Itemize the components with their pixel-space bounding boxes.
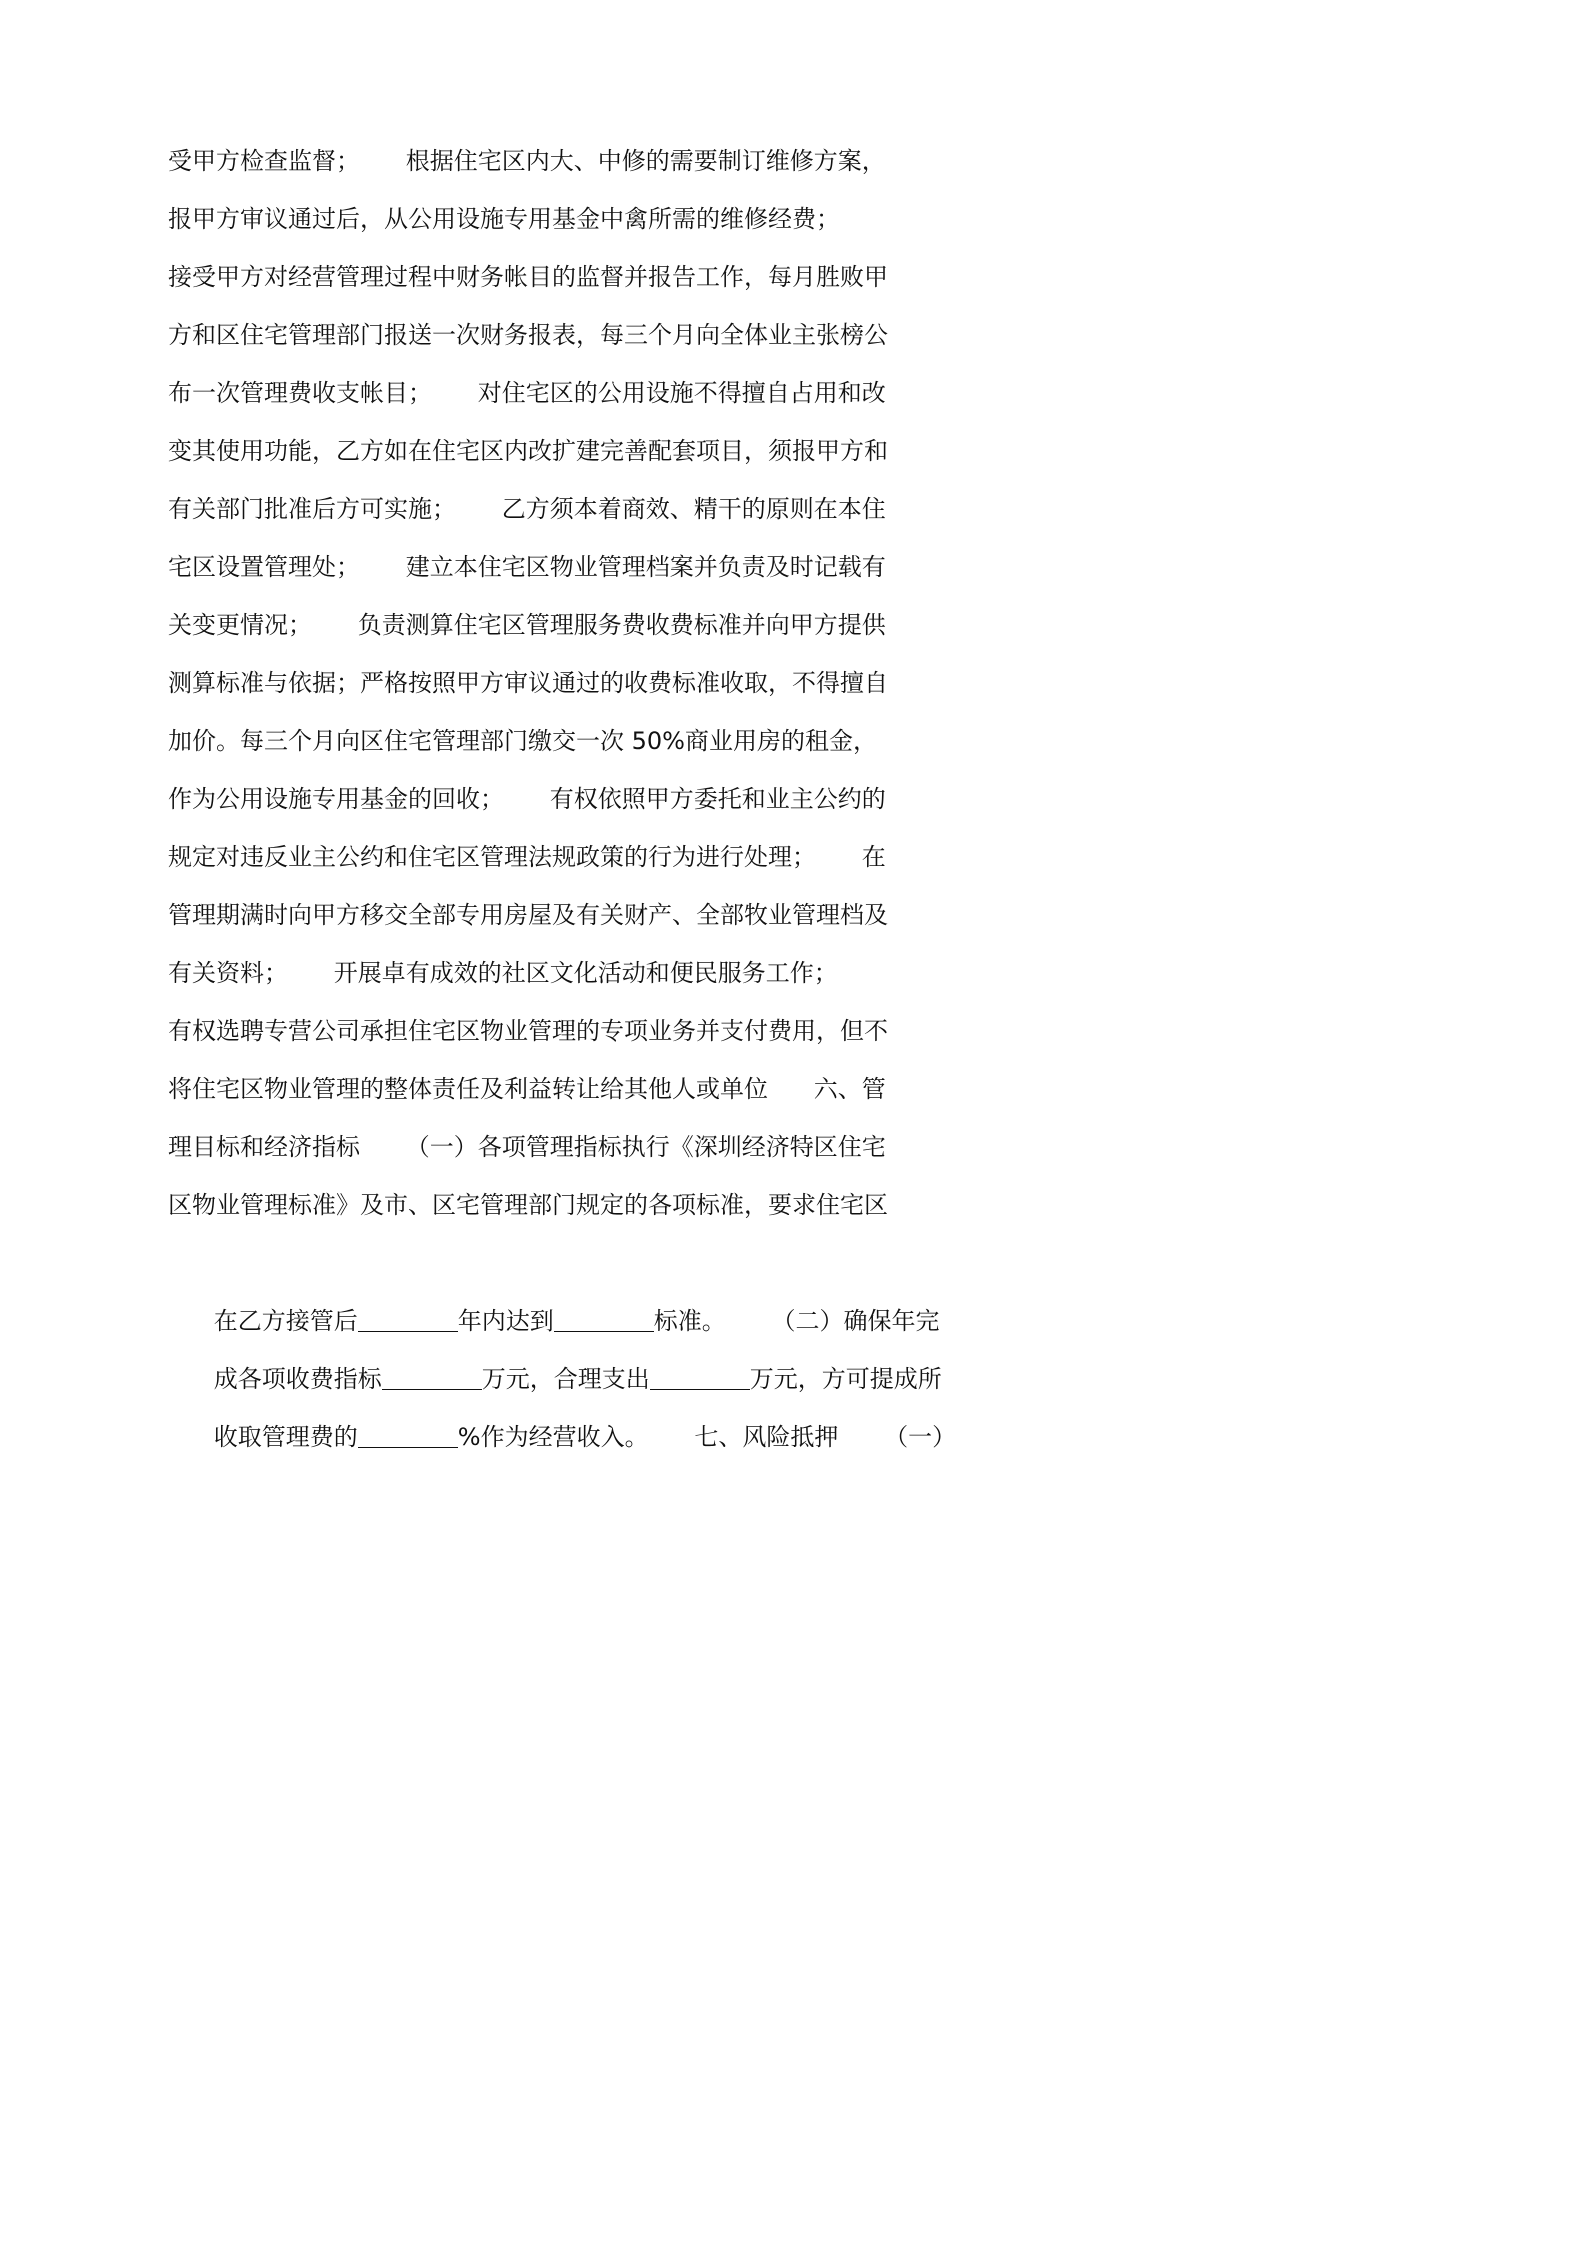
fill-in-line	[168, 1234, 948, 1335]
text-line: 将住宅区物业管理的整体责任及利益转让给其他人或单位 六、管	[168, 1075, 886, 1103]
text-line: 有权选聘专营公司承担住宅区物业管理的专项业务并支付费用，但不	[168, 1017, 888, 1045]
text-line: 理目标和经济指标 （一）各项管理指标执行《深圳经济特区住宅	[168, 1133, 886, 1161]
text-line: 方和区住宅管理部门报送一次财务报表，每三个月向全体业主张榜公	[168, 321, 888, 349]
text-line: 宅区设置管理处； 建立本住宅区物业管理档案并负责及时记载有	[168, 553, 886, 581]
blank-field	[554, 1307, 654, 1332]
blank-field	[382, 1365, 482, 1390]
text-line: 布一次管理费收支帐目； 对住宅区的公用设施不得擅自占用和改	[168, 379, 886, 407]
fill-text: 万元，合理支出	[481, 1365, 650, 1393]
fill-text: 标准。 （二）确保年完	[653, 1307, 940, 1335]
text-line: 作为公用设施专用基金的回收； 有权依照甲方委托和业主公约的	[168, 785, 886, 813]
text-line: 接受甲方对经营管理过程中财务帐目的监督并报告工作，每月胜败甲	[168, 263, 888, 291]
fill-text: 收取管理费的	[213, 1423, 358, 1451]
text-line: 有关资料； 开展卓有成效的社区文化活动和便民服务工作；	[168, 959, 838, 987]
blank-field	[650, 1365, 750, 1390]
text-line: 有关部门批准后方可实施； 乙方须本着商效、精干的原则在本住	[168, 495, 886, 523]
text-line: 区物业管理标准》及市、区宅管理部门规定的各项标准，要求住宅区	[168, 1191, 888, 1219]
document-page	[0, 0, 1102, 1559]
text-line: 规定对违反业主公约和住宅区管理法规政策的行为进行处理； 在	[168, 843, 886, 871]
text-line: 加价。每三个月向区住宅管理部门缴交一次 50%商业用房的租金，	[168, 727, 877, 755]
text-line: 变其使用功能，乙方如在住宅区内改扩建完善配套项目，须报甲方和	[168, 437, 888, 465]
text-line: 受甲方检查监督； 根据住宅区内大、中修的需要制订维修方案，	[168, 147, 886, 175]
text-line: 关变更情况； 负责测算住宅区管理服务费收费标准并向甲方提供	[168, 611, 886, 639]
fill-text: 成各项收费指标	[213, 1365, 382, 1393]
fill-text: 年内达到	[457, 1307, 554, 1335]
fill-text: 在乙方接管后	[213, 1307, 358, 1335]
fill-text: %作为经营收入。 七、风险抵押 （一）	[457, 1423, 957, 1451]
blank-field	[358, 1307, 458, 1332]
text-line: 报甲方审议通过后，从公用设施专用基金中禽所需的维修经费；	[168, 205, 840, 233]
text-line: 管理期满时向甲方移交全部专用房屋及有关财产、全部牧业管理档及	[168, 901, 888, 929]
blank-field	[358, 1423, 458, 1448]
contract-text	[168, 132, 957, 1451]
text-line: 测算标准与依据；严格按照甲方审议通过的收费标准收取，不得擅自	[168, 669, 888, 697]
fill-text: 万元，方可提成所	[749, 1365, 942, 1393]
